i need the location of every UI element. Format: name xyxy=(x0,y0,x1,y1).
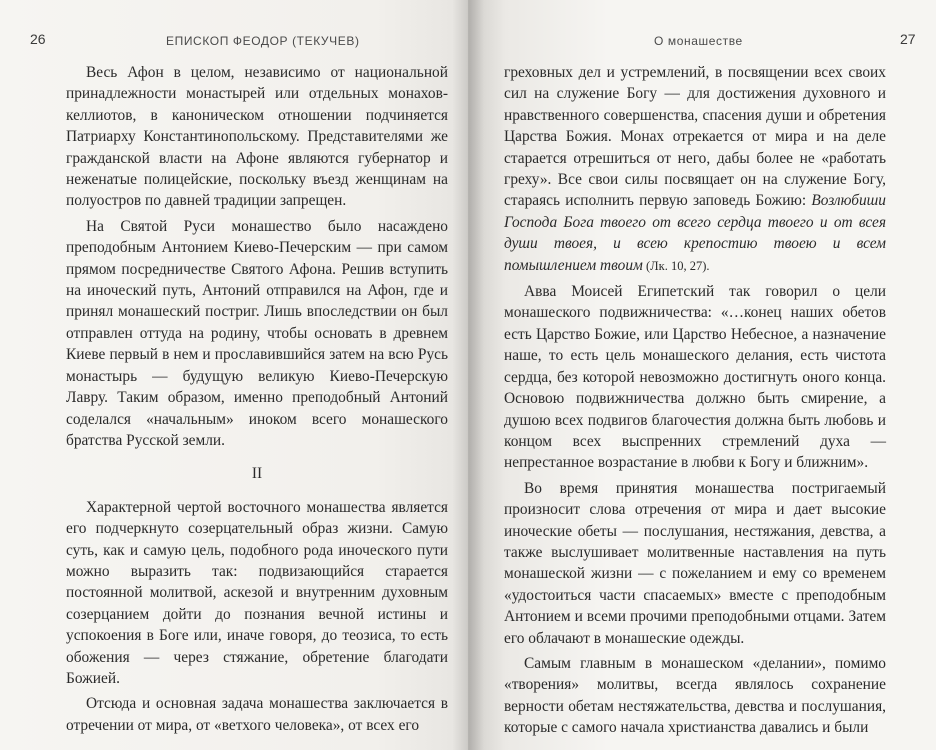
scripture-quote: Возлюбиши Господа Бога твоего от всего сердца твоего и от всея души твоея, и всею крепостию твоею и всем помышлением твоим xyxy=(504,192,886,274)
right-page-body xyxy=(504,62,886,743)
running-head-left: ЕПИСКОП ФЕОДОР (ТЕКУЧЕВ) xyxy=(166,34,360,48)
paragraph: Авва Моисей Египетский так говорил о цели монашеского подвижничества: «…конец наших обетов есть Царство Божие, или Царство Небесное, а назначение наше, то есть цель монашеского делания, есть чистота сердца, без которой невозможно достигнуть оного конца. Основою подвижничества должно быть смирение, а душою всех подвигов благочестия должна быть любовь и концом всех выспренних стремлений духа — непрестанное возрастание в любви к Богу и ближним». xyxy=(504,283,886,472)
paragraph: Характерной чертой восточного монашества является его подчеркнуто созерцательный образ жизни. Самую суть, как и самую цель, подобного рода иноческого пути можно выразить так: подвизающийся старается постоянной молитвой, аскезой и внутренним духовным созерцанием дойти до познания вечной истины и успокоения в Боге или, иначе говоря, до теозиса, то есть обожения — через стяжание, обретение благодати Божией. xyxy=(66,498,448,687)
left-page-body xyxy=(66,62,448,740)
section-number: II xyxy=(251,465,263,483)
paragraph: На Святой Руси монашество было насаждено преподобным Антонием Киево-Печерским — при самом прямом посредничестве Святого Афона. Решив вступить на иноческий путь, Антоний отправился на Афон, где и принял монашеский постриг. Лишь впоследствии он был отправлен оттуда на родину, чтобы основать в древнем Киеве первый в нем и прославившийся затем на всю Русь монастырь — будущую великую Киево-Печерскую Лавру. Таким образом, именно преподобный Антоний соделался «начальным» иноком всего монашеского братства Русской земли. xyxy=(66,217,448,449)
paragraph: Отсюда и основная задача монашества заключается в отречении от мира, от «ветхого человека», от всех его xyxy=(66,695,448,734)
scripture-reference: (Лк. 10, 27). xyxy=(642,258,710,273)
running-head-right: О монашестве xyxy=(654,34,743,48)
right-page xyxy=(468,0,936,750)
paragraph: Весь Афон в целом, независимо от национальной принадлежности монастырей или отдельных монахов-келлиотов, в каноническом отношении подчиняется Патриарху Константинопольскому. Представителями же гражданской власти на Афоне являются губернатор и неженатые полицейские, поскольку въезд женщинам на полуостров по давней традиции запрещен. xyxy=(66,64,448,210)
page-number-left: 26 xyxy=(30,31,46,47)
paragraph: Во время принятия монашества постригаемый произносит слова отречения от мира и дает высокие иноческие обеты — послушания, нестяжания, девства, а также выслушивает молитвенные наставления на путь монашеской жизни — с пожеланием и ему со временем «удостоиться части спасаемых» вместе с преподобным Антонием и всеми прочими преподобными отцами. Затем его облачают в монашеские одежды. xyxy=(504,479,886,647)
paragraph-text: греховных дел и устремлений, в посвящении всех своих сил на служение Богу — для достижения духовного и нравственного совершенства, спасения души и обретения Царства Божия. Монах отрекается от мира и на деле старается отрешиться от него, дабы более не «работать греху». Все свои силы посвящает он на служение Богу, стараясь исполнить первую заповедь Божию: xyxy=(504,64,886,210)
page-number-right: 27 xyxy=(900,31,916,47)
paragraph: Самым главным в монашеском «делании», помимо «творения» молитвы, всегда являлось сохранение верности обетам нестяжательства, девства и послушания, которые с самого начала христианства давались и были xyxy=(504,654,886,737)
paragraph-continued xyxy=(504,62,886,277)
